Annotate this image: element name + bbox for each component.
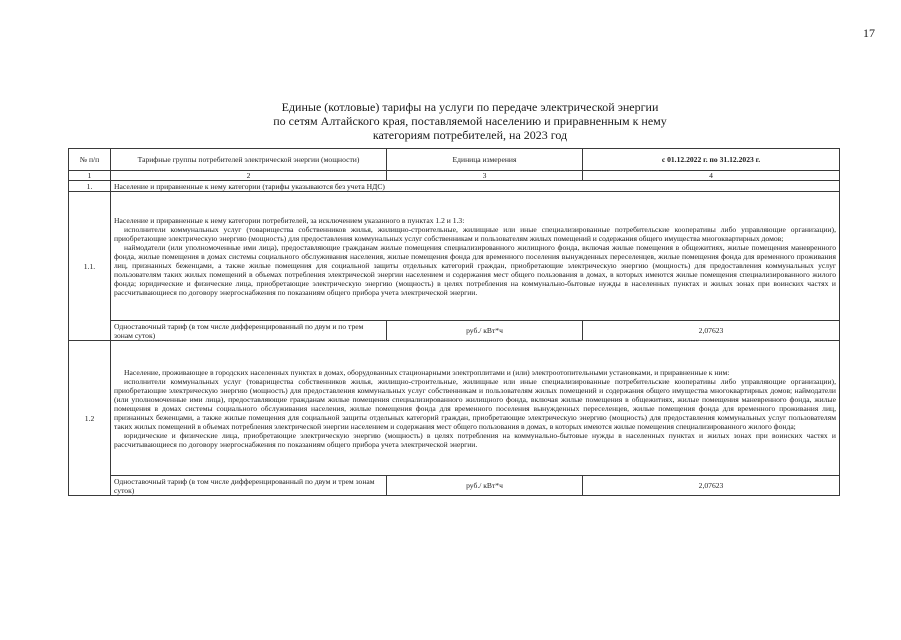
title-line-2: по сетям Алтайского края, поставляемой населению и приравненным к нему (273, 114, 667, 128)
row-1-1-unit: руб./ кВт*ч (387, 321, 583, 341)
row-1-2-description (111, 341, 840, 476)
row-1-2-tariff-label: Одноставочный тариф (в том числе дифференцированный по двум и трем зонам суток) (111, 476, 387, 496)
header-unit: Единица измерения (387, 149, 583, 171)
row-1-1-tariff-label: Одноставочный тариф (в том числе дифференцированный по двум и по трем зонам суток) (111, 321, 387, 341)
row-1-2-paragraph: Население, проживающее в городских населенных пунктах в домах, оборудованных стационарными электроплитами и (или) электроотопительными установками, и приравненные к ним: (124, 367, 730, 377)
row-1-1-description (111, 192, 840, 321)
section-row (69, 181, 840, 192)
row-1-1-paragraph: наймодатели (или уполномоченные ими лица), предоставляющие гражданам жилые помещения специализированного жилищного фонда, включая жилые помещения в общежитиях, жилые помещения маневренного фонда, жилые помещения в домах системы социального обслуживания населения, жилые помещения фонда для временного поселения вынужденных переселенцев, жилые помещения фонда для временного проживания лиц, признанных беженцами, а также жилые помещения для социальной защиты отдельных категорий граждан, приобретающие электрическую энергию (мощность) для предоставления коммунальных услуг пользователям таких жилых помещений в объемах потребления электрической энергии населением и содержания мест общего пользования в домах, в которых имеются жилые помещения специализированного жилого фонда; юридические и физические лица, приобретающие электрическую энергию (мощность) в целях потребления на коммунально-бытовые нужды в населенных пунктах и жилых зонах при воинских частях и рассчитывающиеся по договору энергоснабжения по показаниям общего прибора учета электрической энергии. (114, 242, 836, 297)
title-line-3: категориям потребителей, на 2023 год (372, 128, 568, 142)
tariff-table (68, 148, 840, 496)
row-1-2-value: 2,07623 (583, 476, 840, 496)
row-1-2-unit: руб./ кВт*ч (387, 476, 583, 496)
index-cell-4: 4 (583, 171, 840, 181)
index-cell-1: 1 (69, 171, 111, 181)
table-row (69, 192, 840, 321)
index-cell-2: 2 (111, 171, 387, 181)
table-row (69, 476, 840, 496)
document-title (200, 100, 740, 142)
row-1-2-paragraph: юридические и физические лица, приобретающие электрическую энергию (мощность) в целях потребления на коммунально-бытовые нужды в населенных пунктах и жилых зонах при воинских частях и рассчитывающиеся по договору энергоснабжения по показаниям общего прибора учета электрической энергии. (114, 430, 836, 449)
index-cell-3: 3 (387, 171, 583, 181)
page-number: 17 (863, 26, 875, 40)
title-line-1: Единые (котловые) тарифы на услуги по передаче электрической энергии (281, 100, 659, 114)
row-1-1-paragraph: исполнители коммунальных услуг (товарищества собственников жилья, жилищно-строительные, жилищные или иные специализированные потребительские кооперативы либо управляющие организации), приобретающие электрическую энергию (мощность) для предоставления коммунальных услуг собственникам и пользователям жилых помещений и содержания общего имущества многоквартирных домов; (114, 224, 836, 243)
row-num-1-1: 1.1. (69, 192, 111, 341)
row-1-1-value: 2,07623 (583, 321, 840, 341)
row-1-1-paragraph: Население и приравненные к нему категории потребителей, за исключением указанного в пунктах 1.2 и 1.3: (114, 215, 465, 225)
header-period: с 01.12.2022 г. по 31.12.2023 г. (583, 149, 840, 171)
section-num: 1. (69, 181, 111, 192)
table-row (69, 341, 840, 476)
table-row (69, 321, 840, 341)
table-header-row (69, 149, 840, 171)
section-title: Население и приравненные к нему категории (тарифы указываются без учета НДС) (111, 181, 840, 192)
row-num-1-2: 1.2 (69, 341, 111, 496)
row-1-2-paragraph: исполнители коммунальных услуг (товарищества собственников жилья, жилищно-строительные, жилищные или иные специализированные потребительские кооперативы либо управляющие организации), приобретающие электрическую энергию (мощность) для предоставления коммунальных услуг собственникам и пользователям жилых помещений и содержания общего имущества многоквартирных домов; наймодатели (или уполномоченные ими лица), предоставляющие гражданам жилые помещения специализированного жилищного фонда, включая жилые помещения в общежитиях, жилые помещения маневренного фонда, жилые помещения в домах системы социального обслуживания населения, жилые помещения фонда для временного поселения вынужденных переселенцев, жилые помещения фонда для временного проживания лиц, признанных беженцами, а также жилые помещения для социальной защиты отдельных категорий граждан, приобретающие электрическую энергию (мощность) для предоставления коммунальных услуг пользователям таких жилых помещений в объемах потребления электрической энергии населением и содержания мест общего пользования в домах, в которых имеются жилые помещения специализированного жилого фонда; (114, 376, 836, 431)
table-index-row (69, 171, 840, 181)
header-num: № п/п (69, 149, 111, 171)
header-group: Тарифные группы потребителей электрической энергии (мощности) (111, 149, 387, 171)
